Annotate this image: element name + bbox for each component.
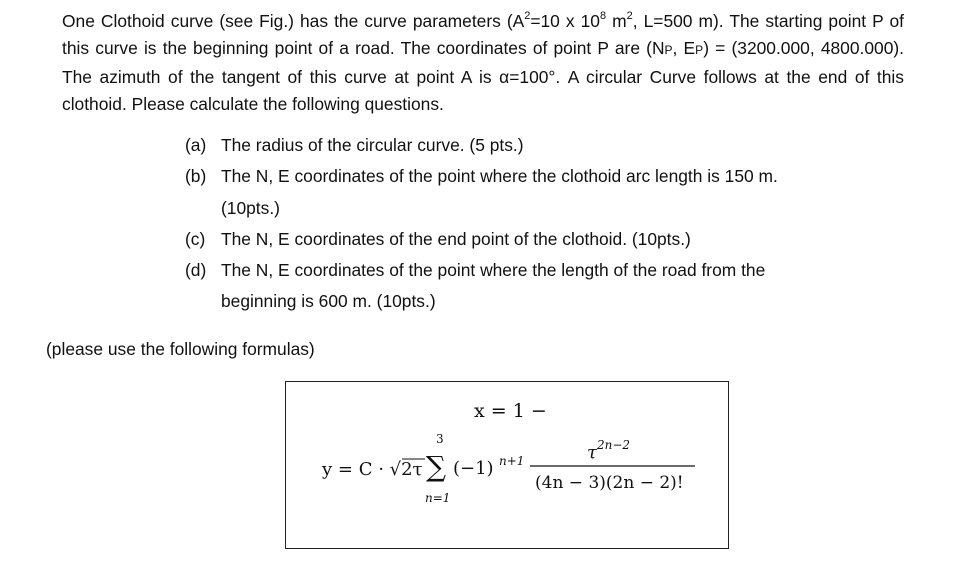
- summation-symbol: ∑: [426, 450, 446, 483]
- intro-text: m: [606, 11, 627, 31]
- formula-box: [285, 381, 729, 549]
- question-a: [185, 133, 524, 157]
- sum-lower-limit: n=1: [425, 491, 451, 505]
- question-d-continuation: beginning is 600 m. (10pts.): [221, 291, 436, 311]
- sign-term: (−1): [453, 458, 494, 479]
- question-d: [185, 258, 765, 282]
- question-label: (b): [185, 166, 207, 186]
- subscript-p: P: [695, 43, 704, 57]
- sign-exponent: n+1: [499, 454, 525, 468]
- superscript: 8: [599, 10, 607, 23]
- superscript: 2: [524, 10, 531, 23]
- subscript-p: P: [664, 43, 673, 57]
- problem-statement: [62, 8, 904, 118]
- question-c: [185, 227, 691, 251]
- formula-graphic: [286, 382, 730, 550]
- formula-note: (please use the following formulas): [46, 339, 315, 359]
- question-label: (a): [185, 135, 207, 155]
- sum-upper-limit: 3: [436, 432, 444, 446]
- question-text: The N, E coordinates of the point where the length of the road from the: [221, 260, 766, 280]
- y-formula-prefix: y = C · √2τ: [322, 459, 423, 480]
- question-text: The N, E coordinates of the point where the clothoid arc length is 150 m.: [221, 166, 778, 186]
- numerator-exponent: 2n−2: [597, 438, 631, 452]
- intro-text: =10 x 10: [530, 11, 600, 31]
- denominator: (4n − 3)(2n − 2)!: [535, 473, 684, 493]
- numerator-base: τ: [587, 442, 597, 463]
- question-label: (d): [185, 260, 207, 280]
- intro-text: , L=500 m). The starting point P of this curve is the beginning point of a road. The coordinates of point P are (N: [62, 11, 904, 58]
- question-label: (c): [185, 229, 206, 249]
- intro-text: , E: [672, 38, 696, 58]
- x-formula: x = 1 −: [474, 400, 547, 422]
- question-b: [185, 164, 778, 188]
- intro-text: ) = (3200.000, 4800.000). The azimuth of the tangent of this curve at point A is α=100°. A circular Curve follows at the end of this clothoid. Please calculate the following questions.: [62, 38, 904, 114]
- intro-text: One Clothoid curve (see Fig.) has the curve parameters (A: [62, 11, 525, 31]
- superscript: 2: [626, 10, 633, 23]
- question-b-continuation: (10pts.): [221, 198, 280, 218]
- question-text: The radius of the circular curve. (5 pts.): [221, 135, 524, 155]
- question-text: The N, E coordinates of the end point of the clothoid. (10pts.): [221, 229, 691, 249]
